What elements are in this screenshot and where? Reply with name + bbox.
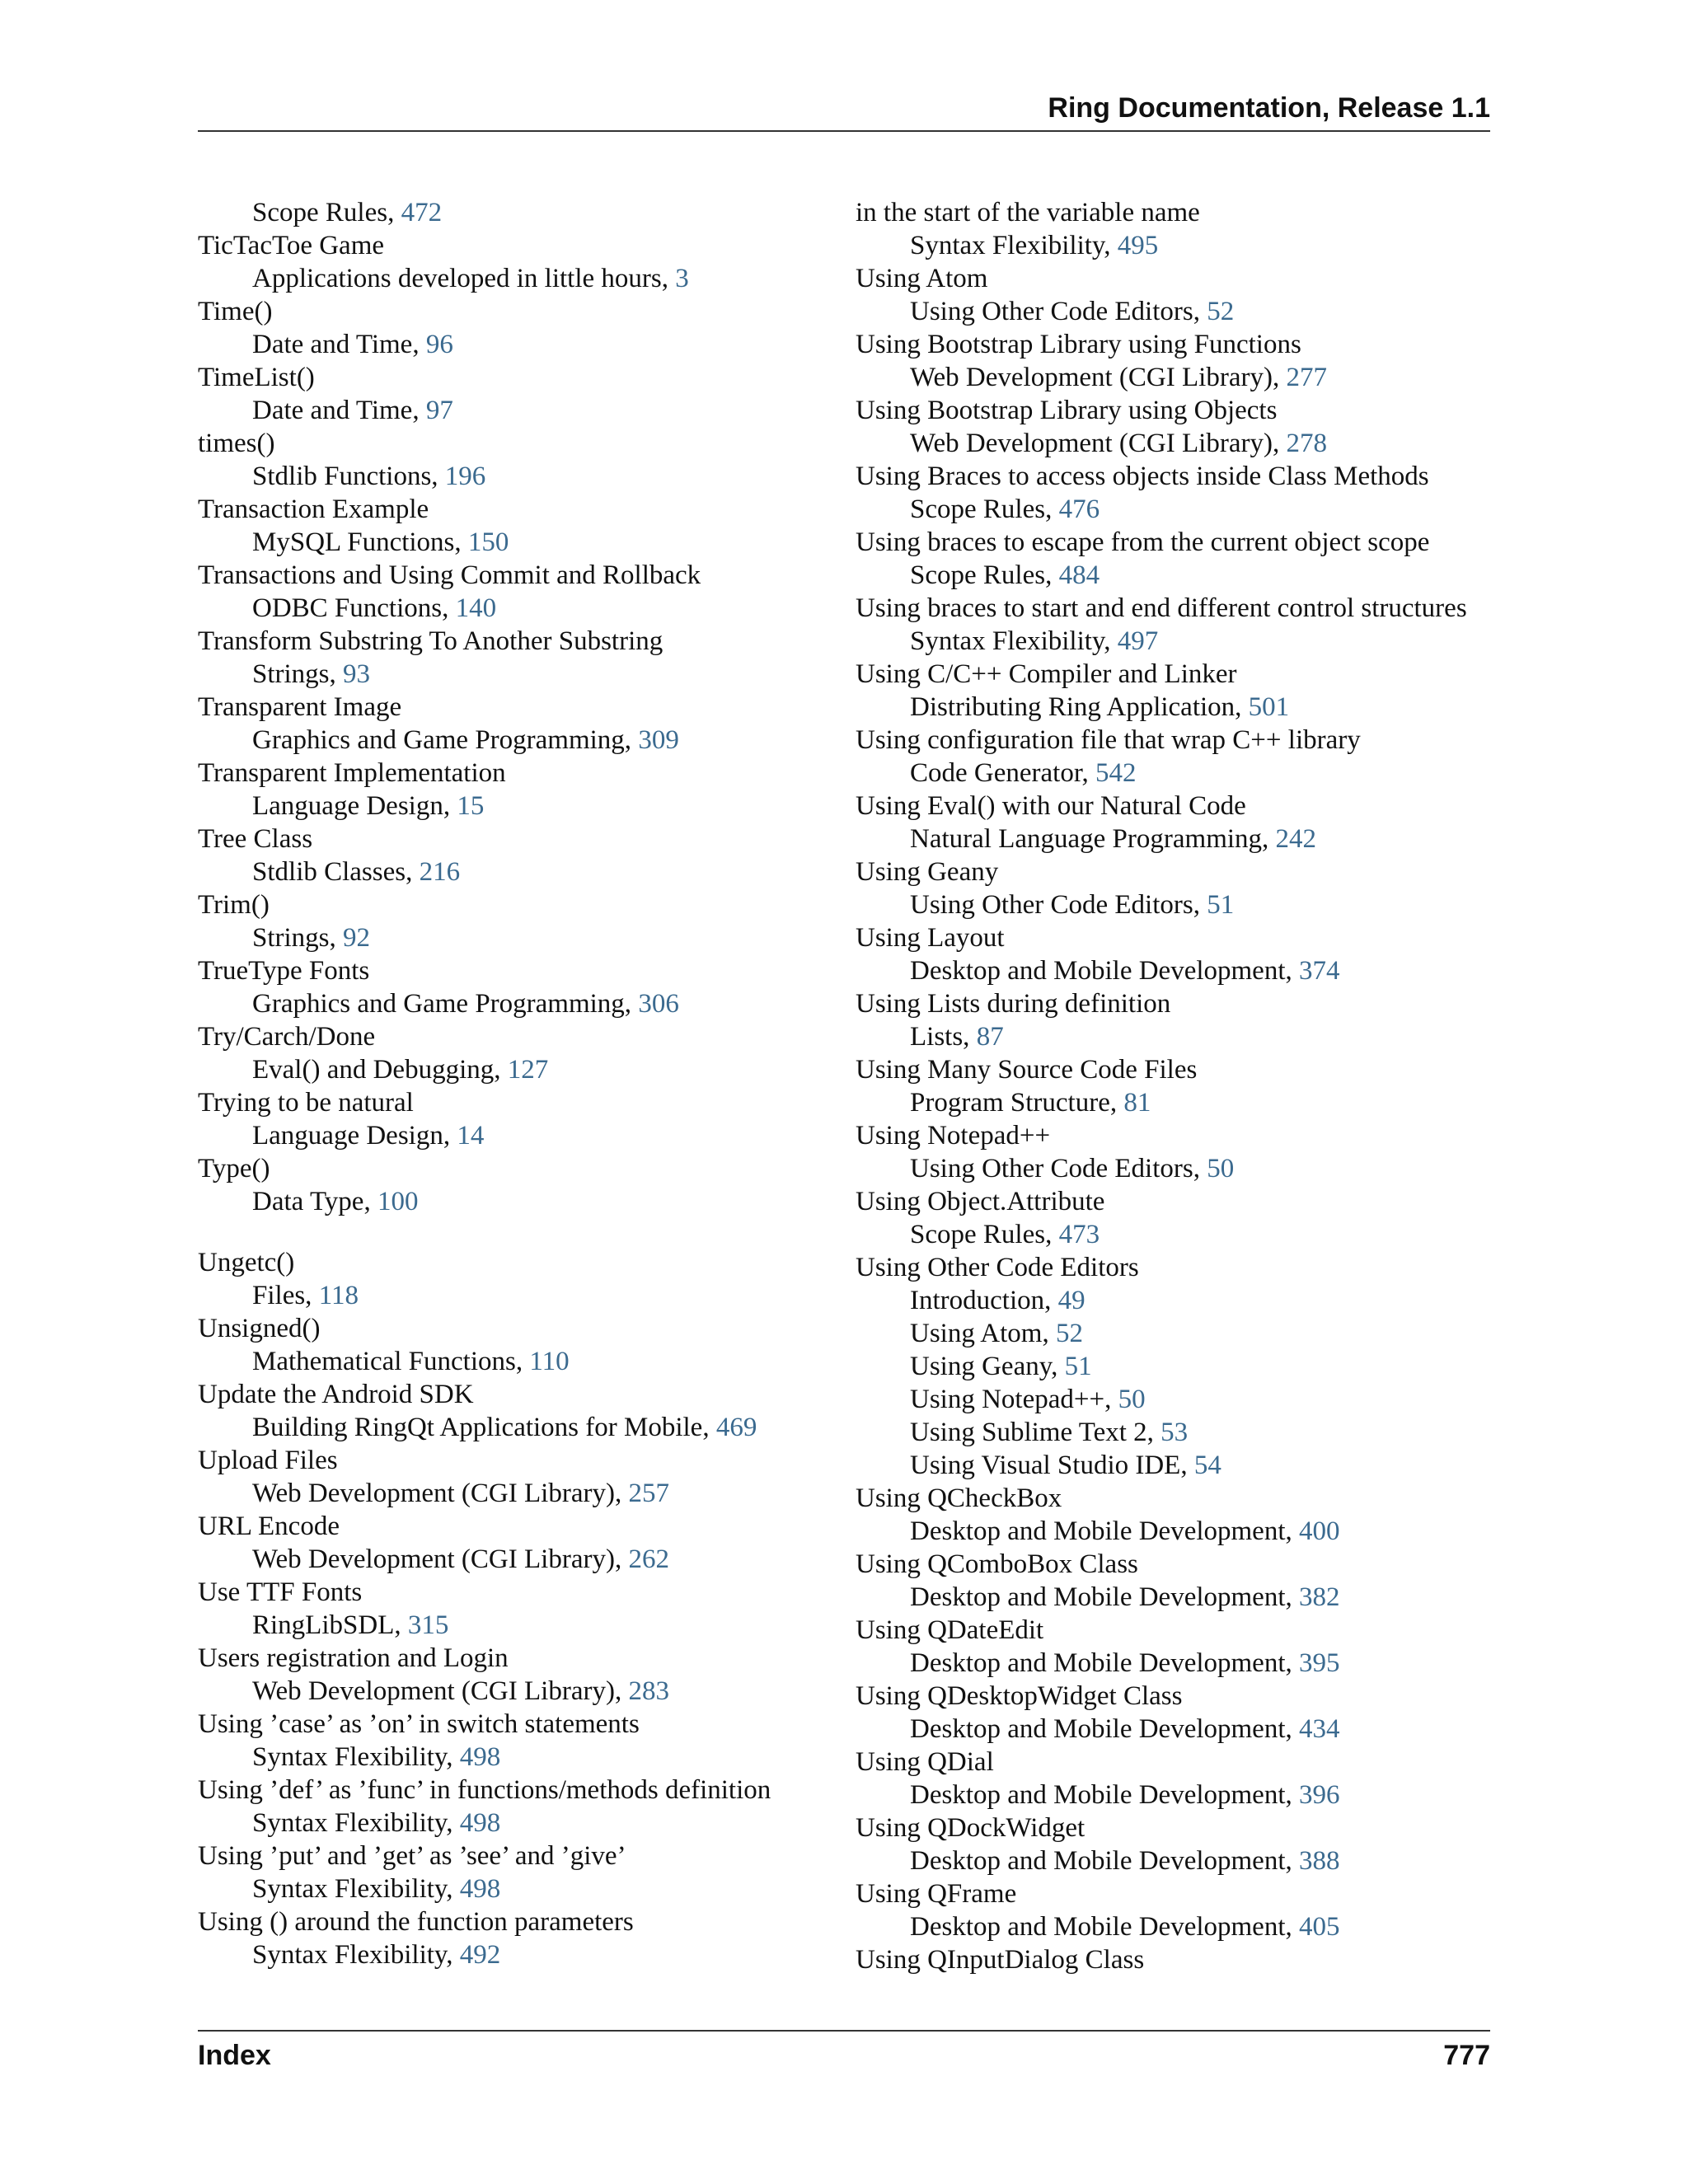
index-entry-text: times() (198, 429, 275, 458)
index-entry-text: Using Notepad++, (910, 1385, 1118, 1414)
index-entry-text: Graphics and Game Programming, (252, 989, 639, 1019)
index-subentry (856, 1086, 1515, 1119)
index-subentry (198, 724, 824, 757)
index-entry-text: Using Sublime Text 2, (910, 1418, 1161, 1447)
index-entry-text: Trim() (198, 890, 270, 920)
index-entry-text: Building RingQt Applications for Mobile, (252, 1413, 716, 1442)
index-subentry (856, 427, 1515, 460)
index-entry-text: Using Bootstrap Library using Objects (856, 396, 1278, 425)
index-entry-text: ODBC Functions, (252, 593, 456, 623)
index-entry (856, 328, 1515, 361)
index-entry (856, 1482, 1515, 1515)
page-link[interactable]: 484 (1058, 560, 1100, 590)
index-entry-text: Using ’put’ and ’get’ as ’see’ and ’give’ (198, 1841, 626, 1871)
index-entry-text: Using ’case’ as ’on’ in switch statements (198, 1709, 640, 1739)
index-entry (198, 1152, 824, 1185)
index-entry-text: Use TTF Fonts (198, 1577, 363, 1607)
page-link[interactable]: 50 (1118, 1385, 1146, 1414)
index-entry (198, 1576, 824, 1609)
index-subentry (198, 526, 824, 559)
page-link[interactable]: 309 (638, 725, 679, 755)
index-entry-text: Try/Carch/Done (198, 1022, 376, 1052)
index-entry-text: Desktop and Mobile Development, (910, 1846, 1299, 1876)
index-entry (198, 1510, 824, 1543)
index-entry-text: Using C/C++ Compiler and Linker (856, 659, 1237, 689)
page-link[interactable]: 277 (1286, 363, 1327, 392)
index-entry-text: Syntax Flexibility, (252, 1940, 460, 1970)
index-subentry (198, 196, 824, 229)
index-entry-text: Using QDockWidget (856, 1813, 1085, 1843)
footer-page-number: 777 (1443, 2040, 1490, 2071)
index-entry-text: Stdlib Functions, (252, 462, 445, 491)
index-entry (856, 1614, 1515, 1647)
index-entry (198, 1642, 824, 1675)
page-link[interactable]: 150 (467, 527, 509, 557)
index-subentry (856, 1317, 1515, 1350)
index-subentry (856, 1515, 1515, 1548)
index-entry-text: Web Development (CGI Library), (252, 1479, 629, 1508)
index-entry-text: in the start of the variable name (856, 198, 1200, 227)
index-subentry (198, 460, 824, 493)
index-entry (198, 1708, 824, 1741)
index-subentry (856, 1647, 1515, 1680)
index-entry (856, 790, 1515, 823)
index-entry (856, 592, 1515, 625)
page-link[interactable]: 52 (1055, 1319, 1083, 1348)
index-subentry (856, 559, 1515, 592)
index-entry-text: Strings, (252, 659, 344, 689)
index-entry (856, 1548, 1515, 1581)
page-link[interactable]: 49 (1057, 1286, 1085, 1315)
index-entry (198, 1774, 824, 1807)
index-entry-text: Mathematical Functions, (252, 1347, 530, 1376)
index-entry (856, 855, 1515, 888)
index-entry-text: Using Geany (856, 857, 999, 887)
footer-section-label: Index (198, 2040, 271, 2071)
index-subentry (198, 790, 824, 823)
index-entry-text: Using QInputDialog Class (856, 1945, 1145, 1975)
index-entry-text: Using Other Code Editors, (910, 890, 1207, 920)
page-link[interactable]: 306 (638, 989, 679, 1019)
page-link[interactable]: 262 (628, 1544, 669, 1574)
index-entry-text: Using braces to start and end different control structures (856, 593, 1467, 623)
index-entry-text: Transparent Image (198, 692, 402, 722)
index-entry-text: Syntax Flexibility, (252, 1874, 460, 1904)
page-link[interactable]: 100 (377, 1187, 419, 1216)
page-link[interactable]: 53 (1160, 1418, 1189, 1447)
page-link[interactable]: 92 (343, 923, 371, 953)
index-entry (198, 1020, 824, 1053)
index-subentry (198, 1345, 824, 1378)
index-subentry (198, 987, 824, 1020)
page-link[interactable]: 315 (407, 1610, 449, 1640)
index-entry-text: Using QComboBox Class (856, 1549, 1138, 1579)
index-entry (856, 1680, 1515, 1713)
index-subentry (856, 229, 1515, 262)
page-link[interactable]: 476 (1058, 494, 1100, 524)
index-entry-text: Using QDesktopWidget Class (856, 1681, 1183, 1711)
page-link[interactable]: 87 (976, 1022, 1004, 1052)
index-entry (198, 559, 824, 592)
page-link[interactable]: 497 (1117, 626, 1159, 656)
index-entry-text: Time() (198, 297, 273, 326)
index-subentry (856, 1779, 1515, 1811)
index-entry-text: Transform Substring To Another Substring (198, 626, 663, 656)
page-link[interactable]: 498 (459, 1808, 501, 1838)
header-title: Ring Documentation, Release 1.1 (1048, 92, 1490, 124)
page-link[interactable]: 3 (675, 264, 689, 293)
index-entry-text: Tree Class (198, 824, 313, 854)
index-entry (856, 196, 1515, 229)
index-subentry (198, 1477, 824, 1510)
index-entry (856, 724, 1515, 757)
index-entry-text: Desktop and Mobile Development, (910, 1912, 1299, 1942)
index-subentry (856, 1449, 1515, 1482)
index-subentry (856, 1910, 1515, 1943)
index-entry-text: Update the Android SDK (198, 1380, 474, 1409)
index-entry-text: Using QFrame (856, 1879, 1017, 1909)
index-entry-text: Lists, (910, 1022, 977, 1052)
index-entry-text: Language Design, (252, 1121, 457, 1151)
index-entry-text: Date and Time, (252, 396, 426, 425)
index-subentry (198, 1279, 824, 1312)
index-subentry (856, 1218, 1515, 1251)
index-entry-text: Desktop and Mobile Development, (910, 1582, 1299, 1612)
index-entry-text: Desktop and Mobile Development, (910, 1516, 1299, 1546)
page-link[interactable]: 51 (1207, 890, 1235, 920)
index-entry-text: Trying to be natural (198, 1088, 414, 1118)
index-subentry (856, 691, 1515, 724)
index-entry-text: Scope Rules, (252, 198, 401, 227)
index-subentry (856, 1350, 1515, 1383)
index-entry-text: Program Structure, (910, 1088, 1124, 1118)
index-entry-text: Web Development (CGI Library), (252, 1544, 629, 1574)
page-link[interactable]: 96 (425, 330, 453, 359)
index-entry-text: Upload Files (198, 1446, 338, 1475)
index-entry-text: Unsigned() (198, 1314, 321, 1343)
index-entry-text: Using Geany, (910, 1352, 1065, 1381)
page-link[interactable]: 498 (459, 1874, 501, 1904)
index-entry (198, 823, 824, 855)
index-entry (198, 757, 824, 790)
index-entry (198, 1246, 824, 1279)
index-right-column (856, 196, 1515, 1976)
page-link[interactable]: 97 (425, 396, 453, 425)
index-entry (856, 1119, 1515, 1152)
page-link[interactable]: 196 (444, 462, 486, 491)
index-subentry (856, 823, 1515, 855)
index-subentry (198, 1938, 824, 1971)
index-entry (856, 987, 1515, 1020)
index-entry-text: Type() (198, 1154, 270, 1183)
index-subentry (198, 592, 824, 625)
index-subentry (856, 1152, 1515, 1185)
index-subentry (856, 625, 1515, 658)
page-link[interactable]: 50 (1207, 1154, 1235, 1183)
index-entry-text: Syntax Flexibility, (252, 1808, 460, 1838)
index-entry-text: Date and Time, (252, 330, 426, 359)
index-entry-text: Web Development (CGI Library), (910, 429, 1287, 458)
index-subentry (198, 262, 824, 295)
index-entry-text: Transaction Example (198, 494, 429, 524)
index-entry-text: Using () around the function parameters (198, 1907, 634, 1937)
page-link[interactable]: 495 (1117, 231, 1159, 260)
page-link[interactable]: 52 (1207, 297, 1235, 326)
index-entry-text: Web Development (CGI Library), (252, 1676, 629, 1706)
index-subentry (856, 1581, 1515, 1614)
index-entry (856, 262, 1515, 295)
index-entry (856, 1053, 1515, 1086)
page-link[interactable]: 388 (1299, 1846, 1340, 1876)
index-entry (198, 954, 824, 987)
index-entry (198, 361, 824, 394)
index-entry (198, 1312, 824, 1345)
index-entry (198, 427, 824, 460)
index-entry (198, 888, 824, 921)
index-subentry (856, 295, 1515, 328)
index-entry-text: Using ’def’ as ’func’ in functions/methods definition (198, 1775, 771, 1805)
index-entry-text: Using Other Code Editors (856, 1253, 1139, 1282)
index-entry-text: Using Visual Studio IDE, (910, 1451, 1194, 1480)
letter-group-gap (198, 1218, 824, 1246)
index-entry-text: Using QDateEdit (856, 1615, 1044, 1645)
index-entry (856, 921, 1515, 954)
page-link[interactable]: 54 (1193, 1451, 1221, 1480)
index-entry-text: Natural Language Programming, (910, 824, 1276, 854)
index-entry-text: Transactions and Using Commit and Rollback (198, 560, 701, 590)
index-entry-text: Using braces to escape from the current object scope (856, 527, 1430, 557)
index-entry (198, 229, 824, 262)
index-subentry (198, 1543, 824, 1576)
index-entry-text: Scope Rules, (910, 1220, 1059, 1249)
index-entry-text: Files, (252, 1281, 319, 1310)
index-entry-text: Using Lists during definition (856, 989, 1171, 1019)
index-entry-text: Using Layout (856, 923, 1005, 953)
index-subentry (856, 757, 1515, 790)
index-entry-text: Web Development (CGI Library), (910, 363, 1287, 392)
page-link[interactable]: 14 (457, 1121, 485, 1151)
index-entry-text: Using QDial (856, 1747, 994, 1777)
index-entry-text: Introduction, (910, 1286, 1058, 1315)
index-entry (856, 1185, 1515, 1218)
index-entry (198, 1905, 824, 1938)
index-entry-text: Using Bootstrap Library using Functions (856, 330, 1301, 359)
index-entry-text: MySQL Functions, (252, 527, 468, 557)
index-entry-text: Using Other Code Editors, (910, 1154, 1207, 1183)
index-entry (198, 493, 824, 526)
index-subentry (856, 954, 1515, 987)
index-entry-text: Code Generator, (910, 758, 1096, 788)
index-entry-text: Using Eval() with our Natural Code (856, 791, 1246, 821)
index-subentry (198, 1675, 824, 1708)
index-subentry (198, 1185, 824, 1218)
page-link[interactable]: 110 (529, 1347, 570, 1376)
footer-rule (198, 2030, 1490, 2032)
page-link[interactable]: 15 (457, 791, 485, 821)
index-entry-text: Scope Rules, (910, 494, 1059, 524)
page-link[interactable]: 542 (1095, 758, 1137, 788)
index-entry (856, 1811, 1515, 1844)
index-subentry (856, 493, 1515, 526)
index-entry-text: Using Other Code Editors, (910, 297, 1207, 326)
index-entry-text: Syntax Flexibility, (910, 231, 1118, 260)
index-subentry (856, 1383, 1515, 1416)
index-entry-text: TrueType Fonts (198, 956, 370, 986)
index-entry-text: Using configuration file that wrap C++ library (856, 725, 1361, 755)
index-entry-text: RingLibSDL, (252, 1610, 408, 1640)
index-subentry (198, 1411, 824, 1444)
page-link[interactable]: 501 (1248, 692, 1290, 722)
index-entry-text: Strings, (252, 923, 344, 953)
page-link[interactable]: 81 (1123, 1088, 1151, 1118)
page-link[interactable]: 434 (1299, 1714, 1340, 1744)
page-link[interactable]: 400 (1299, 1516, 1340, 1546)
page-link[interactable]: 382 (1299, 1582, 1340, 1612)
index-entry-text: Using Object.Attribute (856, 1187, 1105, 1216)
index-entry-text: TicTacToe Game (198, 231, 385, 260)
index-entry (856, 1746, 1515, 1779)
index-subentry (198, 855, 824, 888)
index-subentry (198, 1119, 824, 1152)
page-link[interactable]: 405 (1299, 1912, 1340, 1942)
index-entry-text: Syntax Flexibility, (252, 1742, 460, 1772)
index-subentry (856, 888, 1515, 921)
index-entry (856, 526, 1515, 559)
page-link[interactable]: 93 (343, 659, 371, 689)
index-entry-text: Desktop and Mobile Development, (910, 1714, 1299, 1744)
index-subentry (856, 361, 1515, 394)
index-entry-text: Desktop and Mobile Development, (910, 956, 1299, 986)
index-entry-text: Graphics and Game Programming, (252, 725, 639, 755)
index-subentry (856, 1844, 1515, 1877)
index-entry (856, 1877, 1515, 1910)
index-entry-text: Eval() and Debugging, (252, 1055, 508, 1085)
index-entry (198, 1378, 824, 1411)
page-link[interactable]: 498 (459, 1742, 501, 1772)
index-entry (198, 1444, 824, 1477)
index-subentry (198, 1807, 824, 1840)
page-link[interactable]: 469 (715, 1413, 757, 1442)
index-subentry (198, 1741, 824, 1774)
page-link[interactable]: 257 (628, 1479, 669, 1508)
index-subentry (856, 1713, 1515, 1746)
page-link[interactable]: 127 (507, 1055, 549, 1085)
index-entry-text: Using QCheckBox (856, 1483, 1062, 1513)
index-entry (856, 460, 1515, 493)
index-entry-text: Using Braces to access objects inside Class Methods (856, 462, 1429, 491)
page-link[interactable]: 140 (455, 593, 497, 623)
index-subentry (198, 921, 824, 954)
index-subentry (198, 1053, 824, 1086)
header-rule (198, 130, 1490, 132)
page-link[interactable]: 395 (1299, 1648, 1340, 1678)
index-entry-text: Applications developed in little hours, (252, 264, 676, 293)
index-entry-text: Stdlib Classes, (252, 857, 420, 887)
index-entry (856, 658, 1515, 691)
index-entry-text: Using Atom, (910, 1319, 1056, 1348)
page-link[interactable]: 472 (401, 198, 443, 227)
index-entry-text: Ungetc() (198, 1248, 295, 1277)
index-subentry (856, 1020, 1515, 1053)
page-link[interactable]: 492 (459, 1940, 501, 1970)
page-link[interactable]: 374 (1299, 956, 1340, 986)
index-entry-text: Syntax Flexibility, (910, 626, 1118, 656)
index-entry-text: URL Encode (198, 1511, 340, 1541)
index-subentry (198, 658, 824, 691)
page-link[interactable]: 473 (1058, 1220, 1100, 1249)
index-entry (198, 1086, 824, 1119)
page-link[interactable]: 283 (628, 1676, 669, 1706)
index-entry-text: Data Type, (252, 1187, 377, 1216)
index-entry-text: TimeList() (198, 363, 315, 392)
index-entry (856, 1943, 1515, 1976)
page-link[interactable]: 278 (1286, 429, 1327, 458)
page-link[interactable]: 396 (1299, 1780, 1340, 1810)
page-link[interactable]: 242 (1275, 824, 1317, 854)
index-entry-text: Users registration and Login (198, 1643, 509, 1673)
index-entry (198, 691, 824, 724)
index-entry-text: Using Many Source Code Files (856, 1055, 1198, 1085)
index-entry-text: Using Notepad++ (856, 1121, 1051, 1151)
index-entry (198, 1840, 824, 1872)
index-subentry (856, 1284, 1515, 1317)
index-entry-text: Language Design, (252, 791, 457, 821)
index-subentry (198, 394, 824, 427)
index-entry-text: Desktop and Mobile Development, (910, 1780, 1299, 1810)
index-left-column (198, 196, 824, 1971)
index-entry-text: Desktop and Mobile Development, (910, 1648, 1299, 1678)
index-entry (198, 625, 824, 658)
index-entry (198, 295, 824, 328)
index-entry-text: Transparent Implementation (198, 758, 506, 788)
index-subentry (856, 1416, 1515, 1449)
index-entry-text: Scope Rules, (910, 560, 1059, 590)
page-link[interactable]: 51 (1064, 1352, 1092, 1381)
index-subentry (198, 328, 824, 361)
index-subentry (198, 1872, 824, 1905)
index-entry-text: Distributing Ring Application, (910, 692, 1249, 722)
page-link[interactable]: 216 (419, 857, 461, 887)
index-entry-text: Using Atom (856, 264, 988, 293)
index-subentry (198, 1609, 824, 1642)
index-entry (856, 394, 1515, 427)
index-entry (856, 1251, 1515, 1284)
page-link[interactable]: 118 (318, 1281, 359, 1310)
